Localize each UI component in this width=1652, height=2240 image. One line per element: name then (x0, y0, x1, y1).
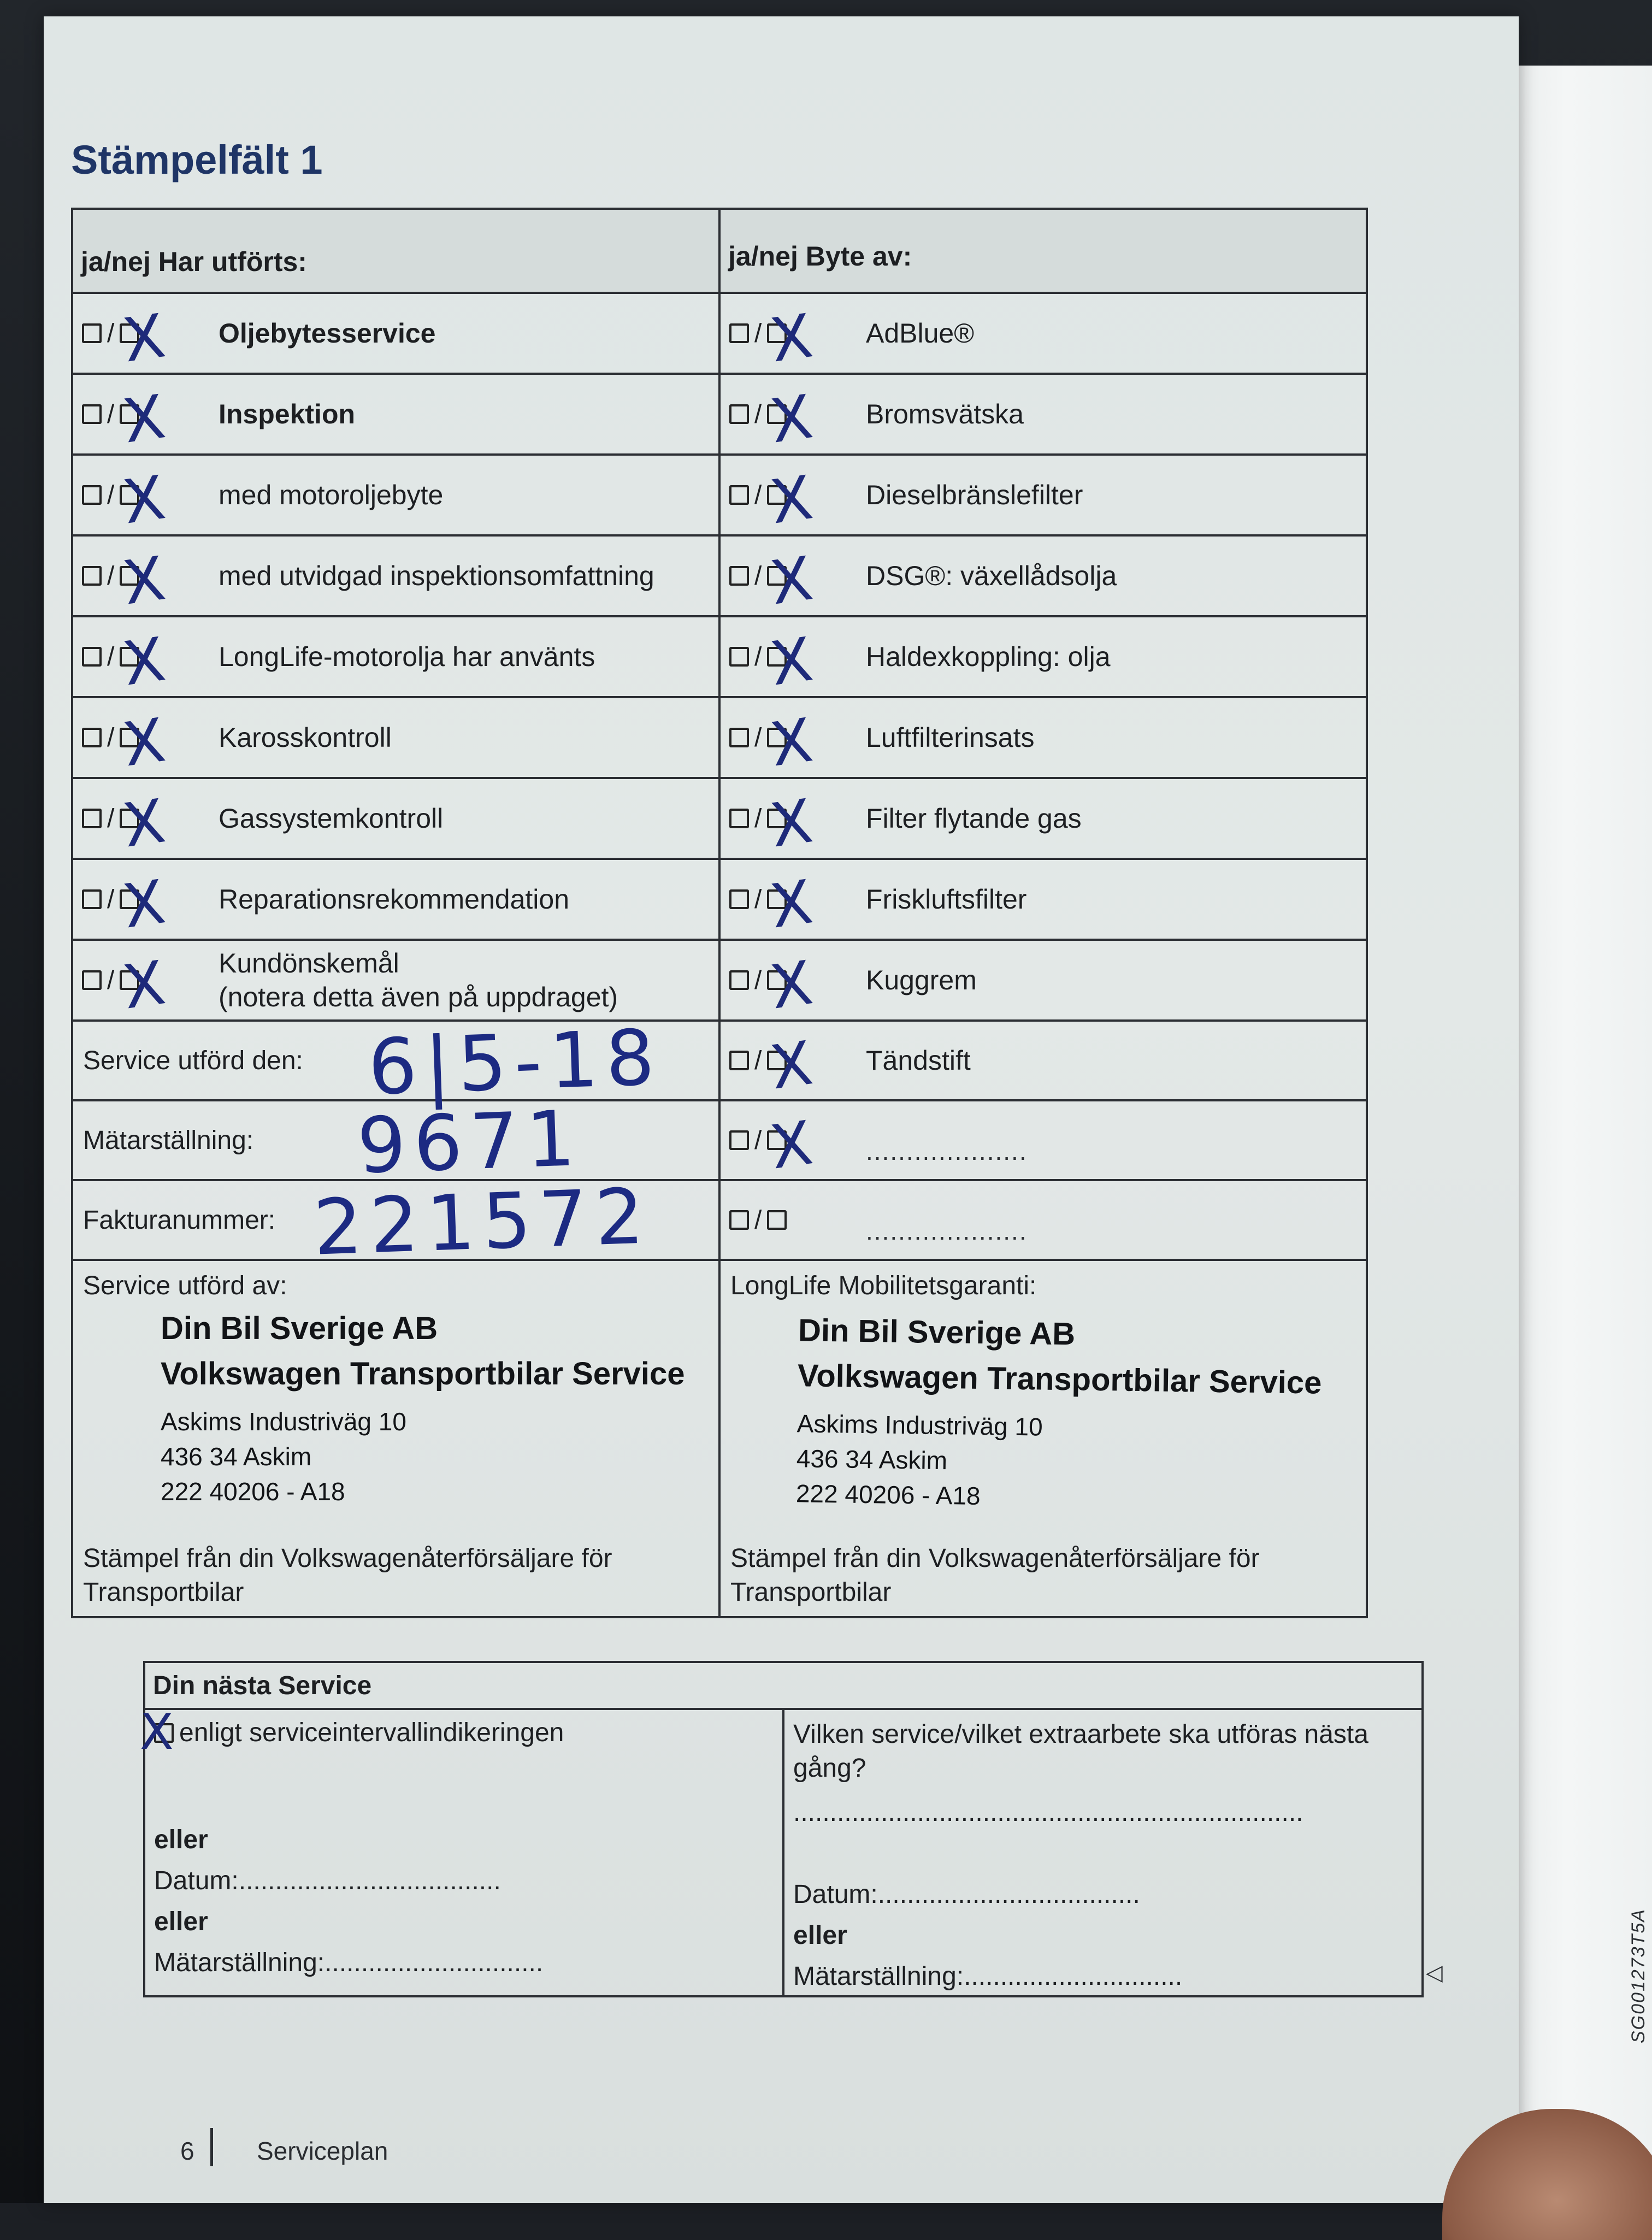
handwritten-x-mark: X (766, 704, 817, 780)
yes-checkbox[interactable] (729, 404, 749, 424)
stamp-left-footnote: Stämpel från din Volkswagenåterförsäljare för Transportbilar (83, 1544, 612, 1607)
yes-checkbox[interactable] (729, 728, 749, 747)
left-item-cell (72, 697, 719, 778)
table-row (72, 374, 1367, 455)
right-checkbox-pair[interactable]: / X (721, 642, 866, 672)
right-item-cell (719, 940, 1367, 1021)
right-item-label: AdBlue® (866, 318, 975, 349)
next-service-left (140, 1703, 783, 1996)
right-checkbox-pair[interactable]: / X (721, 1046, 866, 1076)
right-item-cell (719, 293, 1367, 374)
left-item-label: Kundönskemål (notera detta även på uppdraget) (219, 948, 618, 1012)
yes-checkbox[interactable] (729, 889, 749, 909)
field-label: Service utförd den: (83, 1046, 303, 1075)
right-item-cell (719, 859, 1367, 940)
yes-checkbox[interactable] (82, 323, 102, 343)
table-row (72, 293, 1367, 374)
handwritten-x-mark: X (119, 543, 169, 618)
right-item-cell (719, 535, 1367, 616)
field-cell (72, 1013, 719, 1113)
interval-checkbox[interactable] (140, 1703, 174, 1761)
yes-checkbox[interactable] (82, 404, 102, 424)
yes-checkbox[interactable] (729, 1051, 749, 1070)
handwritten-x-mark: X (119, 866, 169, 942)
footer-section: Serviceplan (257, 2137, 388, 2165)
yes-checkbox[interactable] (82, 566, 102, 586)
left-checkbox-pair[interactable]: / X (73, 885, 219, 915)
left-item-label: Karosskontroll (219, 722, 392, 753)
meter-field[interactable]: Mätarställning:.............................. (154, 1948, 544, 1977)
next-service-table (140, 1661, 1424, 1997)
interval-option-label: enligt serviceintervallindikeringen (179, 1718, 564, 1747)
handwritten-value[interactable]: 9671 (356, 1094, 585, 1192)
next-date-field[interactable]: Datum:.................................... (793, 1880, 1140, 1909)
field-label: Fakturanummer: (83, 1205, 276, 1235)
left-item-cell (72, 535, 719, 616)
left-item-cell (72, 778, 719, 859)
stamp-right-title: LongLife Mobilitetsgaranti: (730, 1271, 1037, 1300)
yes-checkbox[interactable] (729, 809, 749, 828)
left-item-cell (72, 616, 719, 697)
yes-checkbox[interactable] (82, 647, 102, 667)
right-item-cell (719, 1180, 1367, 1260)
right-header: ja/nej Byte av: (719, 209, 1367, 293)
right-checkbox-pair[interactable]: / X (721, 399, 866, 429)
handwritten-x-mark: X (766, 866, 817, 942)
right-item-cell (719, 374, 1367, 455)
right-item-cell (719, 1100, 1367, 1183)
table-row (72, 778, 1367, 859)
yes-checkbox[interactable] (82, 889, 102, 909)
stamp-field-table (71, 208, 1368, 1618)
handwritten-x-mark: X (766, 381, 817, 457)
handwritten-x-mark: X (766, 462, 817, 538)
document-id: SG001273T5A (1628, 1908, 1649, 2043)
handwritten-x-mark: X (766, 1107, 817, 1183)
right-item-cell (719, 1021, 1367, 1103)
yes-checkbox[interactable] (729, 485, 749, 505)
date-field[interactable]: Datum:.................................... (154, 1866, 501, 1895)
handwritten-x-mark: X (766, 947, 817, 1023)
left-checkbox-pair[interactable]: / X (73, 561, 219, 591)
stamp-left-title: Service utförd av: (83, 1271, 287, 1300)
handwritten-value[interactable]: 6|5-18 (367, 1013, 664, 1113)
table-row (72, 859, 1367, 940)
left-item-cell (72, 940, 719, 1021)
left-item-label: Gassystemkontroll (219, 803, 444, 834)
right-item-label: .................... (866, 1137, 1028, 1165)
right-item-label: Haldexkoppling: olja (866, 641, 1111, 672)
stamp-right-footnote: Stämpel från din Volkswagenåterförsäljare för Transportbilar (730, 1544, 1260, 1607)
right-item-cell (719, 455, 1367, 538)
yes-checkbox[interactable] (729, 566, 749, 586)
right-item-label: Dieselbränslefilter (866, 480, 1083, 510)
service-field-row (72, 1180, 1367, 1260)
table-row (72, 697, 1367, 778)
left-checkbox-pair[interactable]: / X (73, 480, 219, 510)
table-row (72, 940, 1367, 1021)
left-item-cell (72, 374, 719, 455)
handwritten-x-mark: X (766, 785, 817, 861)
yes-checkbox[interactable] (729, 323, 749, 343)
page-title: Stämpelfält 1 (71, 137, 323, 182)
right-checkbox-pair[interactable]: / X (721, 561, 866, 591)
left-item-label: Reparationsrekommendation (219, 884, 570, 915)
next-work-field[interactable]: ...................................................................... (793, 1798, 1303, 1827)
or-label: eller (154, 1825, 208, 1854)
handwritten-x-mark: X (119, 381, 169, 457)
table-row (72, 616, 1367, 697)
left-checkbox-pair[interactable]: / X (73, 804, 219, 834)
check-mark: X (140, 1703, 174, 1761)
handwritten-x-mark: X (119, 785, 169, 861)
field-cell (72, 1094, 719, 1192)
right-checkbox-pair[interactable]: / X (721, 965, 866, 995)
handwritten-x-mark: X (766, 543, 817, 618)
handwritten-x-mark: X (119, 623, 169, 699)
table-row (72, 535, 1367, 616)
handwritten-x-mark: X (119, 947, 169, 1023)
right-item-label: .................... (866, 1217, 1028, 1245)
yes-checkbox[interactable] (82, 809, 102, 828)
right-checkbox-pair[interactable]: / X (721, 480, 866, 510)
handwritten-x-mark: X (119, 704, 169, 780)
right-checkbox-pair[interactable]: / X (721, 804, 866, 834)
handwritten-x-mark: X (119, 300, 169, 376)
right-item-label: Filter flytande gas (866, 803, 1082, 834)
handwritten-x-mark: X (119, 462, 169, 538)
left-header: ja/nej Har utförts: (72, 209, 719, 293)
right-item-label: Friskluftsfilter (866, 884, 1027, 915)
left-item-cell (72, 455, 719, 538)
handwritten-x-mark: X (766, 623, 817, 699)
dealer-stamp-left: Din Bil Sverige AB Volkswagen Transportbilar Service Askims Industriväg 10 436 34 Askim 222 40206 - A18 (161, 1311, 685, 1506)
right-item-label: Tändstift (866, 1045, 971, 1076)
yes-checkbox[interactable] (729, 647, 749, 667)
field-label: Mätarställning: (83, 1125, 254, 1155)
stamp-right-cell (719, 1260, 1367, 1617)
next-meter-field[interactable]: Mätarställning:.............................. (793, 1962, 1183, 1991)
service-field-row (72, 1100, 1367, 1180)
left-item-label: LongLife-motorolja har använts (219, 641, 595, 672)
right-checkbox-pair[interactable]: / (721, 1205, 866, 1235)
left-checkbox-pair[interactable]: / X (73, 965, 219, 995)
field-cell (72, 1172, 719, 1273)
left-checkbox-pair[interactable]: / X (73, 319, 219, 349)
left-item-label: Oljebytesservice (219, 318, 436, 349)
right-checkbox-pair[interactable]: / X (721, 1125, 866, 1156)
right-item-label: Bromsvätska (866, 399, 1024, 429)
next-service-right (783, 1709, 1423, 1996)
handwritten-value[interactable]: 221572 (312, 1172, 653, 1273)
left-item-label: Inspektion (219, 399, 356, 429)
right-checkbox-pair[interactable]: / X (721, 885, 866, 915)
no-checkbox[interactable] (767, 1210, 787, 1230)
right-item-label: Kuggrem (866, 965, 977, 995)
footer-divider (210, 2128, 213, 2166)
yes-checkbox[interactable] (729, 1210, 749, 1230)
right-item-cell (719, 697, 1367, 778)
dealer-stamp-right: Din Bil Sverige AB Volkswagen Transportbilar Service Askims Industriväg 10 436 34 Askim 222 40206 - A18 (795, 1312, 1322, 1510)
yes-checkbox[interactable] (729, 1130, 749, 1150)
right-item-cell (719, 616, 1367, 697)
service-field-row (72, 1021, 1367, 1100)
page-number: 6 (180, 2137, 194, 2165)
or-label-2: eller (154, 1907, 208, 1936)
right-checkbox-pair[interactable]: / X (721, 723, 866, 753)
next-work-question: Vilken service/vilket extraarbete ska utföras nästa gång? (793, 1720, 1368, 1783)
left-item-cell (72, 859, 719, 940)
triangle-marker-icon: ◁ (1426, 1961, 1443, 1985)
yes-checkbox[interactable] (729, 970, 749, 990)
right-item-label: DSG®: växellådsolja (866, 561, 1117, 591)
left-checkbox-pair[interactable]: / X (73, 723, 219, 753)
yes-checkbox[interactable] (82, 970, 102, 990)
left-item-cell (72, 293, 719, 374)
left-checkbox-pair[interactable]: / X (73, 399, 219, 429)
right-checkbox-pair[interactable]: / X (721, 319, 866, 349)
next-service-header: Din nästa Service (144, 1662, 1423, 1709)
table-row (72, 455, 1367, 535)
yes-checkbox[interactable] (82, 728, 102, 747)
facing-page (1508, 66, 1652, 2203)
right-item-label: Luftfilterinsats (866, 722, 1035, 753)
right-item-cell (719, 778, 1367, 859)
yes-checkbox[interactable] (82, 485, 102, 505)
or-label-3: eller (793, 1921, 847, 1950)
handwritten-x-mark: X (766, 300, 817, 376)
left-item-label: med motoroljebyte (219, 480, 444, 510)
handwritten-x-mark: X (766, 1027, 817, 1103)
left-checkbox-pair[interactable]: / X (73, 642, 219, 672)
left-item-label: med utvidgad inspektionsomfattning (219, 561, 654, 591)
stamp-left-cell (72, 1260, 719, 1617)
